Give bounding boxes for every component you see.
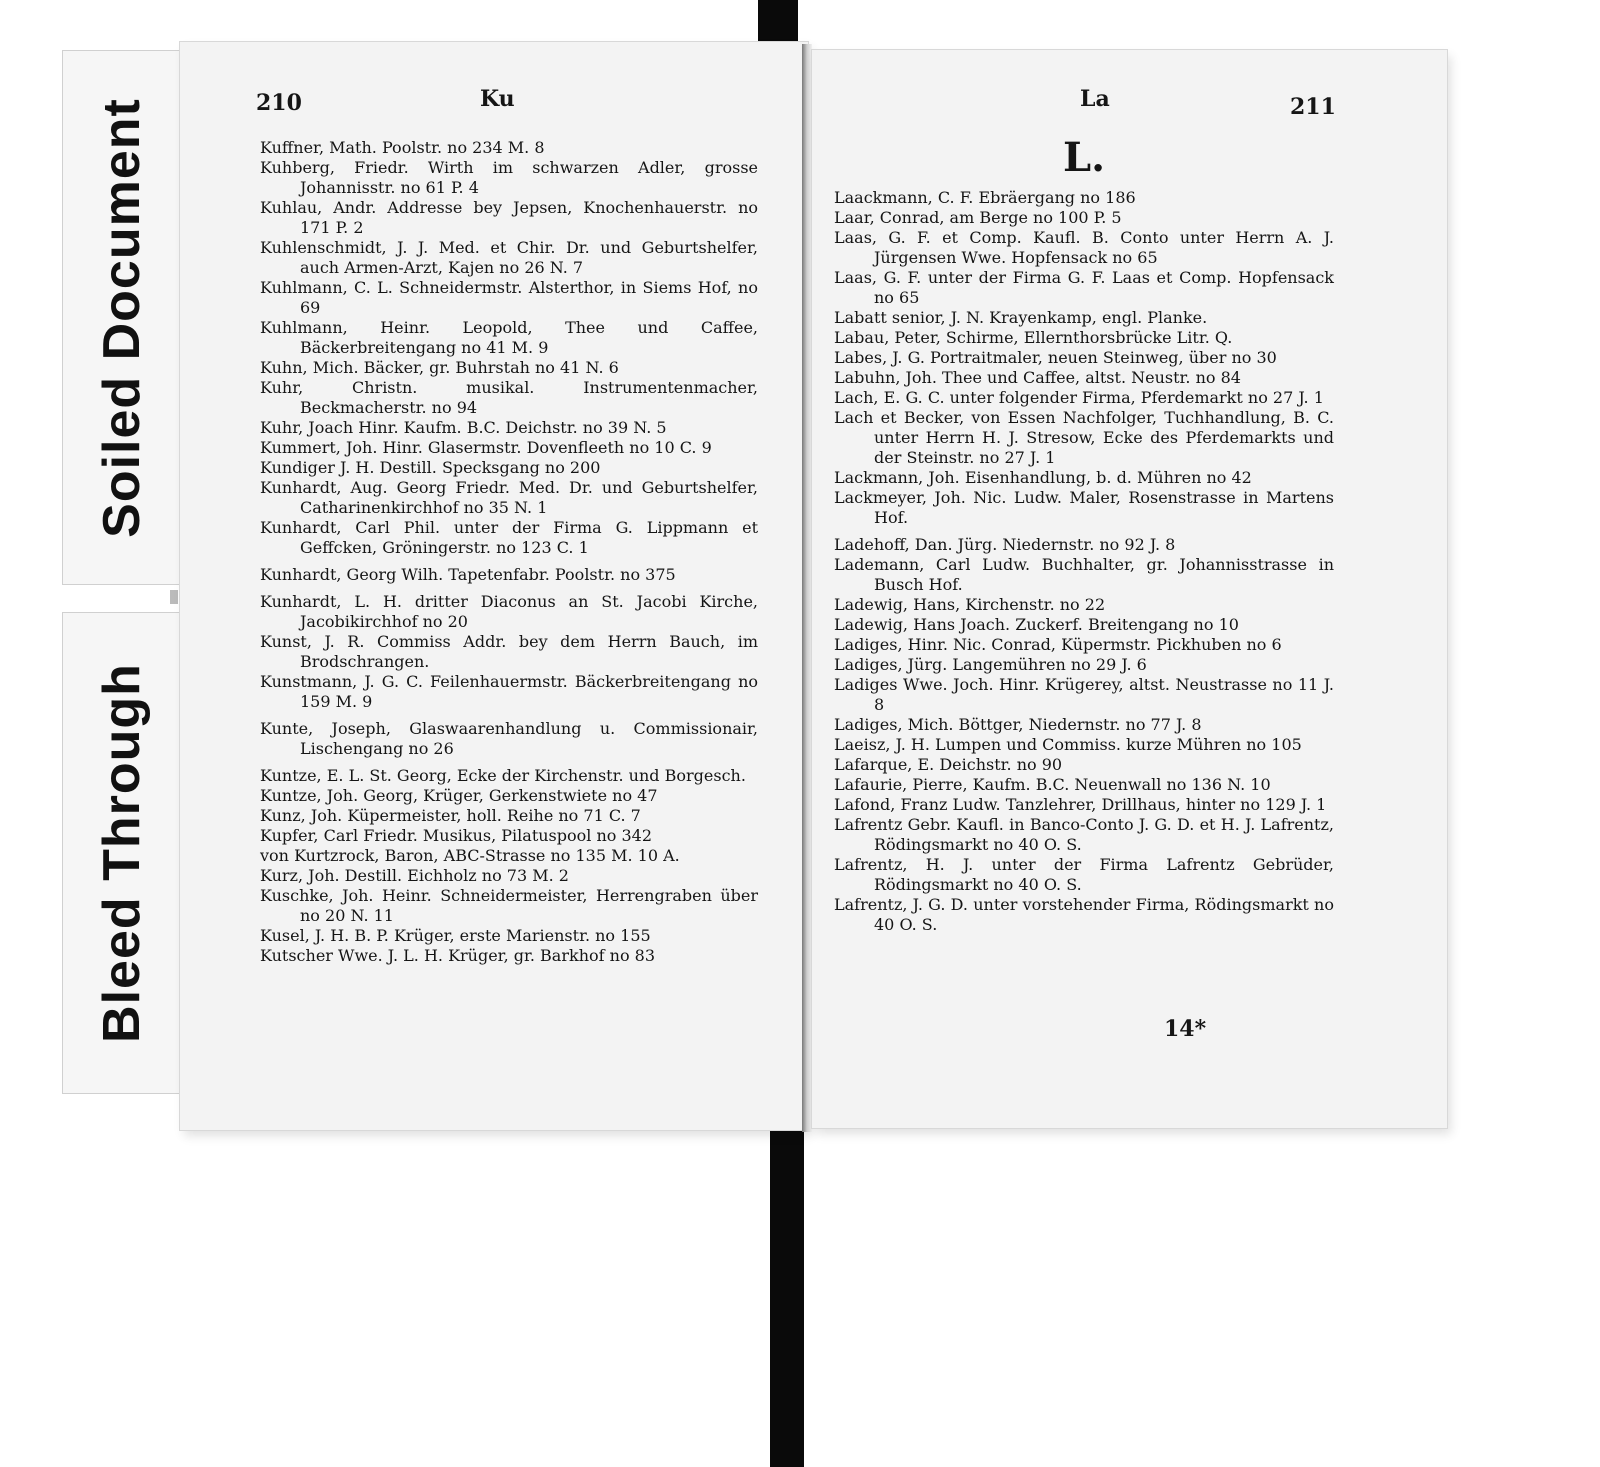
directory-entry: Kurz, Joh. Destill. Eichholz no 73 M. 2	[260, 866, 569, 885]
directory-entry: Kuhlau, Andr. Addresse bey Jepsen, Knochenhauerstr. no 171 P. 2	[260, 198, 758, 237]
directory-entry: Kuhlenschmidt, J. J. Med. et Chir. Dr. und Geburtshelfer, auch Armen-Arzt, Kajen no 26 N. 7	[260, 238, 758, 277]
directory-entry: Kuffner, Math. Poolstr. no 234 M. 8	[260, 138, 545, 157]
soiled-document-tab	[62, 50, 182, 585]
directory-entry: Ladewig, Hans Joach. Zuckerf. Breitengang no 10	[834, 615, 1239, 634]
directory-entry: Kunstmann, J. G. C. Feilenhauermstr. Bäckerbreitengang no 159 M. 9	[260, 672, 758, 711]
directory-entry: Labuhn, Joh. Thee und Caffee, altst. Neustr. no 84	[834, 368, 1241, 387]
page-gutter	[802, 44, 812, 1132]
directory-entry: Kuhlmann, C. L. Schneidermstr. Alsterthor, in Siems Hof, no 69	[260, 278, 758, 317]
tab-notch	[170, 590, 178, 604]
directory-entry: Labatt senior, J. N. Krayenkamp, engl. Planke.	[834, 308, 1208, 327]
directory-entry: Kunhardt, Carl Phil. unter der Firma G. Lippmann et Geffcken, Gröningerstr. no 123 C. 1	[260, 518, 758, 557]
right-page-header: La	[1080, 86, 1110, 112]
left-page-number: 210	[256, 90, 302, 116]
directory-entry: Kusel, J. H. B. P. Krüger, erste Marienstr. no 155	[260, 926, 651, 945]
directory-entry: Lafrentz, H. J. unter der Firma Lafrentz Gebrüder, Rödingsmarkt no 40 O. S.	[834, 855, 1334, 894]
bleed-through-tab	[62, 612, 182, 1094]
directory-entry: Kuhr, Joach Hinr. Kaufm. B.C. Deichstr. no 39 N. 5	[260, 418, 667, 437]
directory-entry: Kunst, J. R. Commiss Addr. bey dem Herrn Bauch, im Brodschrangen.	[260, 632, 758, 671]
section-letter: L.	[1062, 134, 1106, 181]
directory-entry: Laar, Conrad, am Berge no 100 P. 5	[834, 208, 1122, 227]
directory-entry: Labes, J. G. Portraitmaler, neuen Steinweg, über no 30	[834, 348, 1277, 367]
directory-entry: Kutscher Wwe. J. L. H. Krüger, gr. Barkhof no 83	[260, 946, 656, 965]
directory-entry: Kuhlmann, Heinr. Leopold, Thee und Caffee, Bäckerbreitengang no 41 M. 9	[260, 318, 758, 357]
right-page	[812, 50, 1447, 1128]
directory-entry: Kunhardt, Georg Wilh. Tapetenfabr. Poolstr. no 375	[260, 565, 676, 584]
directory-entry: Kupfer, Carl Friedr. Musikus, Pilatuspool no 342	[260, 826, 653, 845]
directory-entry: Kuhberg, Friedr. Wirth im schwarzen Adler, grosse Johannisstr. no 61 P. 4	[260, 158, 758, 197]
directory-entry: Kuntze, E. L. St. Georg, Ecke der Kirchenstr. und Borgesch.	[260, 766, 746, 785]
directory-entry: Laas, G. F. et Comp. Kaufl. B. Conto unter Herrn A. J. Jürgensen Wwe. Hopfensack no 65	[834, 228, 1334, 267]
directory-entry: Lackmann, Joh. Eisenhandlung, b. d. Mühren no 42	[834, 468, 1252, 487]
left-page	[180, 42, 808, 1130]
directory-entry: Lafond, Franz Ludw. Tanzlehrer, Drillhaus, hinter no 129 J. 1	[834, 795, 1327, 814]
directory-entry: Kunz, Joh. Küpermeister, holl. Reihe no 71 C. 7	[260, 806, 641, 825]
directory-entry: Labau, Peter, Schirme, Ellernthorsbrücke Litr. Q.	[834, 328, 1233, 347]
directory-entry: Ladewig, Hans, Kirchenstr. no 22	[834, 595, 1106, 614]
directory-entry: Laackmann, C. F. Ebräergang no 186	[834, 188, 1136, 207]
bleed-through-label: Bleed Through	[93, 663, 151, 1043]
directory-entry: Lach, E. G. C. unter folgender Firma, Pferdemarkt no 27 J. 1	[834, 388, 1324, 407]
directory-entry: Kunhardt, L. H. dritter Diaconus an St. Jacobi Kirche, Jacobikirchhof no 20	[260, 592, 758, 631]
directory-entry: Kuntze, Joh. Georg, Krüger, Gerkenstwiete no 47	[260, 786, 658, 805]
signature-mark: 14*	[1164, 1016, 1207, 1042]
directory-entry: Kuhn, Mich. Bäcker, gr. Buhrstah no 41 N. 6	[260, 358, 619, 377]
directory-entry: Ladehoff, Dan. Jürg. Niedernstr. no 92 J. 8	[834, 535, 1176, 554]
directory-entry: Kuhr, Christn. musikal. Instrumentenmacher, Beckmacherstr. no 94	[260, 378, 758, 417]
left-page-header: Ku	[480, 86, 515, 112]
directory-entry: Lafrentz, J. G. D. unter vorstehender Firma, Rödingsmarkt no 40 O. S.	[834, 895, 1334, 934]
directory-entry: von Kurtzrock, Baron, ABC-Strasse no 135 M. 10 A.	[260, 846, 680, 865]
directory-entry: Kunte, Joseph, Glaswaarenhandlung u. Commissionair, Lischengang no 26	[260, 719, 758, 758]
label-tabs	[62, 50, 180, 1092]
directory-entry: Kummert, Joh. Hinr. Glasermstr. Dovenfleeth no 10 C. 9	[260, 438, 712, 457]
directory-entry: Lackmeyer, Joh. Nic. Ludw. Maler, Rosenstrasse in Martens Hof.	[834, 488, 1334, 527]
book-spine-bottom	[770, 1128, 804, 1467]
directory-entry: Kunhardt, Aug. Georg Friedr. Med. Dr. und Geburtshelfer, Catharinenkirchhof no 35 N. 1	[260, 478, 758, 517]
left-page-entries	[260, 138, 758, 966]
right-page-entries	[834, 136, 1334, 935]
right-page-number: 211	[1290, 94, 1336, 120]
directory-entry: Ladiges, Mich. Böttger, Niedernstr. no 77 J. 8	[834, 715, 1202, 734]
directory-entry: Lademann, Carl Ludw. Buchhalter, gr. Johannisstrasse in Busch Hof.	[834, 555, 1334, 594]
directory-entry: Lafaurie, Pierre, Kaufm. B.C. Neuenwall no 136 N. 10	[834, 775, 1271, 794]
directory-entry: Kuschke, Joh. Heinr. Schneidermeister, Herrengraben über no 20 N. 11	[260, 886, 758, 925]
directory-entry: Kundiger J. H. Destill. Specksgang no 200	[260, 458, 601, 477]
directory-entry: Laas, G. F. unter der Firma G. F. Laas et Comp. Hopfensack no 65	[834, 268, 1334, 307]
directory-entry: Ladiges, Jürg. Langemühren no 29 J. 6	[834, 655, 1147, 674]
directory-entry: Ladiges, Hinr. Nic. Conrad, Küpermstr. Pickhuben no 6	[834, 635, 1282, 654]
directory-entry: Lach et Becker, von Essen Nachfolger, Tuchhandlung, B. C. unter Herrn H. J. Stresow, Ecke des Pferdemarkts und der Steinstr. no 27 J. 1	[834, 408, 1334, 467]
directory-entry: Laeisz, J. H. Lumpen und Commiss. kurze Mühren no 105	[834, 735, 1302, 754]
directory-entry: Lafarque, E. Deichstr. no 90	[834, 755, 1063, 774]
directory-entry: Lafrentz Gebr. Kaufl. in Banco-Conto J. G. D. et H. J. Lafrentz, Rödingsmarkt no 40 O. S.	[834, 815, 1334, 854]
directory-entry: Ladiges Wwe. Joch. Hinr. Krügerey, altst. Neustrasse no 11 J. 8	[834, 675, 1334, 714]
soiled-document-label: Soiled Document	[93, 97, 151, 538]
